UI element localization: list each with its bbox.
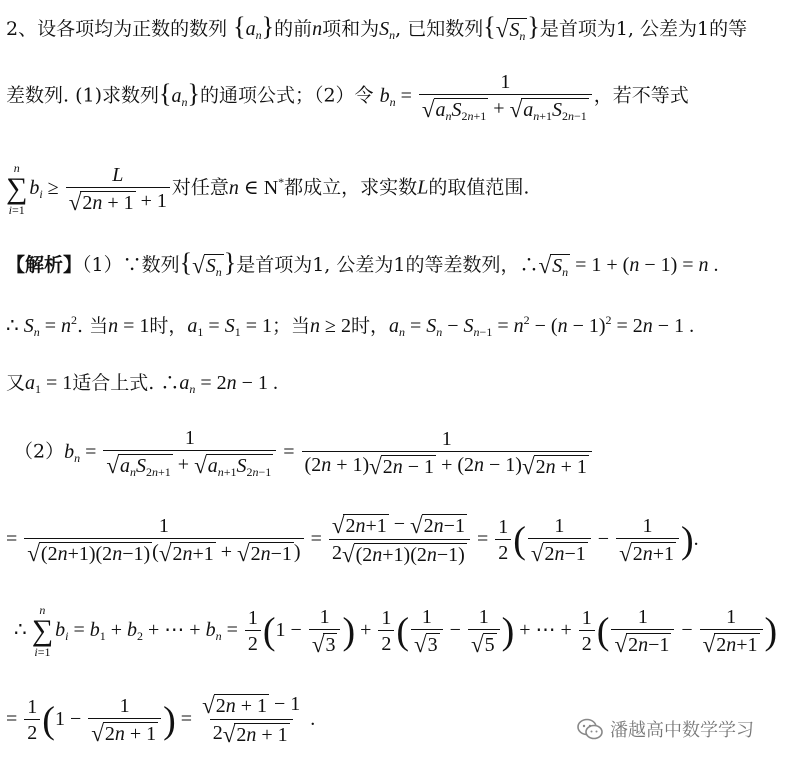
solution-line-4: $(2)b_n$ = 1 √ $a_nS_{2n+1}$ + √ $a_{n+1}S_{2n-1}$ = 1 (2n + 1) √ 2n − 1 + (2n − 1) √ 2n + 1 [14,428,594,478]
problem-line-2: 差数列. (1)求数列$\{a_n\}$的通项公式；（2）令 $b_n$ = 1 √ $a_nS_{2n+1}$ + √ $a_{n+1}S_{2n-1}$ ，若不等式 [6,71,689,123]
watermark-text: 潘越高中数学学习 [610,720,754,741]
solution-line-7: = $\frac{1}{2}$ (1 − 1 √ 2n + 1 ) = √ 2n + 1 − 1 2 √ 2n + 1 . [6,693,316,747]
solution-line-5: = 1 √ (2n+1)(2n−1) ( √ 2n+1 + √ 2n−1 ) = √ 2n+1 − √ 2n−1 2 √ (2n+1)(2n−1) = $\frac{1}{2}$ ( 1 √ 2n−1 − 1 √ 2n+1 ). [6,513,699,567]
problem-line-1: 2、设各项均为正数的数列 $\{a_n\}$的前n项和为$S_n$, 已知数列{ √ $S_n$ }是首项为1, 公差为1的等 [6,12,748,44]
solution-line-6: ∴ n ∑ i=1 $b_i = b_1 + b_2$ + ⋯ + $b_n$ = $\frac{1}{2}$ (1 − 1 √ 3 ) + $\frac{1}{2}$ ( 1 √ 3 − 1 √ 5 ) + ⋯ + $\frac{1}{2}$ ( 1 √ 2n−1 − 1 √ 2n+1 ) [14,603,778,659]
problem-line-3: n ∑ i=1 $b_i$ ≥ L √ 2n + 1 + 1 对任意n ∈ N*都成立，求实数L的取值范围. [6,161,530,217]
watermark [576,716,754,742]
solution-line-2: ∴ $S_n = n^2$. 当n = 1时，$a_1 = S_1 = 1$；当n ≥ 2时，$a_n = S_n - S_{n-1} = n^2 - (n - 1)^2 = 2n - 1$ . [6,313,695,339]
solution-line-1: 【解析】（1）∵数列{ √ $S_n$ }是首项为1, 公差为1的等差数列，∴ √ $S_n$ = 1 + (n − 1) = n . [6,248,719,280]
wechat-icon [576,717,604,741]
solution-line-3: 又$a_1 = 1$适合上式. $\therefore a_n = 2n - 1$ . [6,372,278,396]
solution-tag: 【解析】 [6,254,83,276]
